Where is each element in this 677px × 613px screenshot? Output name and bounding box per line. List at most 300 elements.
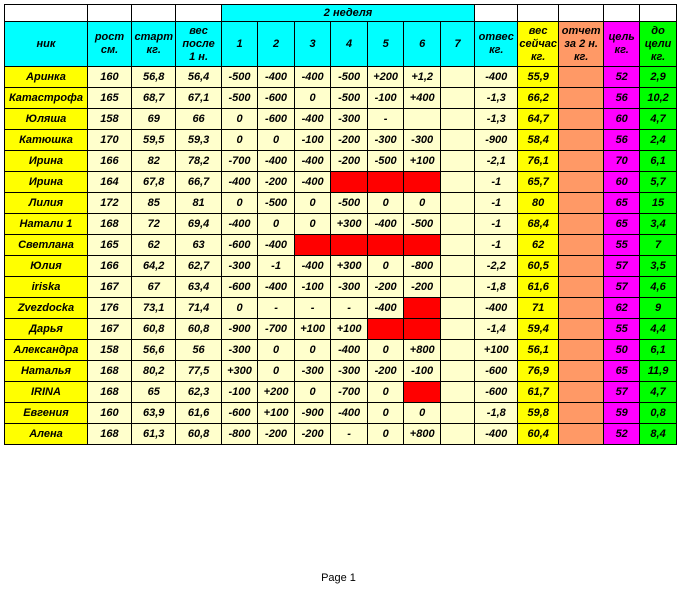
col-header-day-4 [331, 22, 368, 67]
cell-day-6: 0 [404, 193, 441, 214]
cell-day-3: -400 [294, 172, 331, 193]
cell-day-2: -400 [258, 277, 295, 298]
table-row [5, 298, 677, 319]
cell-goal: 55 [604, 235, 640, 256]
cell-weight-now: 59,4 [518, 319, 559, 340]
cell-day-3: -100 [294, 130, 331, 151]
cell-height: 165 [87, 235, 131, 256]
cell-otves: -1,3 [475, 109, 518, 130]
cell-weight-now: 56,1 [518, 340, 559, 361]
col-header-day-5-line: 5 [382, 37, 389, 50]
table-row [5, 172, 677, 193]
cell-report [559, 235, 604, 256]
col-header-weight-now-line: сейчас [519, 37, 557, 50]
cell-day-7 [440, 172, 474, 193]
cell-weight-now: 64,7 [518, 109, 559, 130]
cell-day-3: -400 [294, 109, 331, 130]
cell-day-2: +200 [258, 382, 295, 403]
cell-day-7 [440, 319, 474, 340]
cell-day-7 [440, 424, 474, 445]
weight-tracking-table [4, 4, 677, 445]
cell-weight-now: 60,5 [518, 256, 559, 277]
cell-nick: Аринка [5, 67, 88, 88]
cell-day-6: -300 [404, 130, 441, 151]
cell-start-weight: 63,9 [132, 403, 176, 424]
col-header-height-line: рост [94, 31, 125, 43]
cell-to-goal: 5,7 [640, 172, 677, 193]
cell-day-4: -300 [331, 361, 368, 382]
cell-day-6: 0 [404, 403, 441, 424]
cell-report [559, 424, 604, 445]
cell-day-3: -400 [294, 67, 331, 88]
table-row [5, 214, 677, 235]
cell-start-weight: 80,2 [132, 361, 176, 382]
cell-day-6 [404, 235, 441, 256]
cell-day-4: -300 [331, 109, 368, 130]
cell-height: 160 [87, 403, 131, 424]
cell-day-5: - [367, 109, 404, 130]
cell-day-3: -400 [294, 151, 331, 172]
cell-day-2: -400 [258, 151, 295, 172]
cell-day-6 [404, 298, 441, 319]
cell-day-6: +800 [404, 424, 441, 445]
col-header-day-3 [294, 22, 331, 67]
cell-height: 168 [87, 424, 131, 445]
cell-start-weight: 56,8 [132, 67, 176, 88]
cell-day-2: -200 [258, 424, 295, 445]
table-row [5, 382, 677, 403]
col-header-to-goal-line: цели [644, 37, 672, 50]
cell-day-5: -500 [367, 151, 404, 172]
cell-day-1: -300 [221, 340, 258, 361]
cell-day-5: -300 [367, 130, 404, 151]
cell-goal: 50 [604, 340, 640, 361]
cell-otves: -1 [475, 172, 518, 193]
cell-otves: -600 [475, 361, 518, 382]
cell-report [559, 340, 604, 361]
cell-day-1: 0 [221, 193, 258, 214]
cell-height: 166 [87, 151, 131, 172]
cell-start-weight: 82 [132, 151, 176, 172]
cell-weight-now: 55,9 [518, 67, 559, 88]
col-header-goal-line: цель [608, 31, 635, 43]
table-row [5, 319, 677, 340]
col-header-nick [5, 22, 88, 67]
cell-goal: 65 [604, 193, 640, 214]
cell-nick: Юляша [5, 109, 88, 130]
week-title-cell: 2 неделя [221, 5, 475, 22]
cell-goal: 52 [604, 424, 640, 445]
cell-goal: 62 [604, 298, 640, 319]
table-header-row [5, 22, 677, 67]
cell-report [559, 298, 604, 319]
cell-day-5: 0 [367, 340, 404, 361]
cell-day-6: -800 [404, 256, 441, 277]
cell-day-7 [440, 340, 474, 361]
cell-nick: Евгения [5, 403, 88, 424]
cell-day-3: 0 [294, 340, 331, 361]
cell-start-weight: 65 [132, 382, 176, 403]
cell-weight-now: 76,1 [518, 151, 559, 172]
cell-otves: -1,8 [475, 277, 518, 298]
cell-to-goal: 15 [640, 193, 677, 214]
col-header-to-goal [640, 22, 677, 67]
cell-start-weight: 59,5 [132, 130, 176, 151]
col-header-day-3-line: 3 [309, 37, 316, 50]
table-row [5, 403, 677, 424]
cell-report [559, 256, 604, 277]
cell-day-1: 0 [221, 109, 258, 130]
col-header-weight-now [518, 22, 559, 67]
cell-nick: Светлана [5, 235, 88, 256]
cell-to-goal: 0,8 [640, 403, 677, 424]
cell-report [559, 109, 604, 130]
cell-day-2: 0 [258, 340, 295, 361]
cell-day-7 [440, 67, 474, 88]
cell-nick: Наталья [5, 361, 88, 382]
cell-day-7 [440, 109, 474, 130]
cell-height: 168 [87, 382, 131, 403]
cell-start-weight: 64,2 [132, 256, 176, 277]
cell-day-4 [331, 172, 368, 193]
cell-weight-now: 76,9 [518, 361, 559, 382]
col-header-day-1 [221, 22, 258, 67]
cell-day-3: -300 [294, 361, 331, 382]
cell-weight-after-week1: 62,7 [176, 256, 221, 277]
col-header-start-line: старт [134, 31, 173, 43]
cell-nick: Дарья [5, 319, 88, 340]
cell-height: 170 [87, 130, 131, 151]
cell-weight-after-week1: 71,4 [176, 298, 221, 319]
col-header-day-7-line: 7 [454, 37, 461, 50]
cell-report [559, 382, 604, 403]
col-header-day-2 [258, 22, 295, 67]
cell-day-1: -800 [221, 424, 258, 445]
cell-day-3: 0 [294, 382, 331, 403]
col-header-report-line: за 2 н. [564, 37, 598, 50]
cell-height: 164 [87, 172, 131, 193]
cell-height: 168 [87, 361, 131, 382]
cell-nick: Катастрофа [5, 88, 88, 109]
page-footer: Page 1 [321, 572, 356, 584]
cell-day-7 [440, 88, 474, 109]
cell-goal: 70 [604, 151, 640, 172]
cell-weight-now: 60,4 [518, 424, 559, 445]
cell-goal: 57 [604, 256, 640, 277]
header-spacer-cell [176, 5, 221, 22]
cell-day-4: +300 [331, 214, 368, 235]
cell-otves: -1,4 [475, 319, 518, 340]
cell-day-4: -200 [331, 130, 368, 151]
cell-day-2: -400 [258, 67, 295, 88]
cell-weight-now: 66,2 [518, 88, 559, 109]
header-spacer-cell [640, 5, 677, 22]
col-header-height-line: см. [100, 44, 119, 56]
cell-start-weight: 67,8 [132, 172, 176, 193]
cell-weight-now: 58,4 [518, 130, 559, 151]
cell-goal: 65 [604, 214, 640, 235]
cell-day-1: 0 [221, 130, 258, 151]
cell-nick: Александра [5, 340, 88, 361]
cell-weight-after-week1: 56 [176, 340, 221, 361]
cell-start-weight: 56,6 [132, 340, 176, 361]
table-row [5, 277, 677, 298]
cell-height: 165 [87, 88, 131, 109]
cell-otves: -1 [475, 235, 518, 256]
col-header-day-2-line: 2 [272, 37, 280, 50]
table-row [5, 88, 677, 109]
cell-day-4: -300 [331, 277, 368, 298]
cell-report [559, 403, 604, 424]
cell-nick: iriska [5, 277, 88, 298]
cell-day-6 [404, 382, 441, 403]
table-header-top-row [5, 5, 677, 22]
cell-otves: -1,3 [475, 88, 518, 109]
col-header-day-5 [367, 22, 404, 67]
header-spacer-cell [132, 5, 176, 22]
cell-otves: -1,8 [475, 403, 518, 424]
cell-weight-now: 61,7 [518, 382, 559, 403]
cell-day-7 [440, 277, 474, 298]
spreadsheet-area [4, 4, 677, 445]
cell-day-2: -600 [258, 109, 295, 130]
cell-day-1: 0 [221, 298, 258, 319]
cell-day-5: -400 [367, 214, 404, 235]
cell-day-5 [367, 319, 404, 340]
header-spacer-cell [604, 5, 640, 22]
col-header-after-week1-line: вес [189, 24, 208, 37]
cell-to-goal: 10,2 [640, 88, 677, 109]
cell-day-3 [294, 235, 331, 256]
cell-day-1: -900 [221, 319, 258, 340]
cell-day-7 [440, 403, 474, 424]
cell-weight-after-week1: 81 [176, 193, 221, 214]
cell-day-6: -200 [404, 277, 441, 298]
cell-day-2: - [258, 298, 295, 319]
cell-weight-after-week1: 63,4 [176, 277, 221, 298]
cell-weight-now: 62 [518, 235, 559, 256]
cell-day-7 [440, 361, 474, 382]
cell-day-1: -400 [221, 172, 258, 193]
col-header-day-4-line: 4 [346, 37, 353, 50]
cell-goal: 57 [604, 382, 640, 403]
cell-day-5: -400 [367, 298, 404, 319]
cell-to-goal: 6,1 [640, 151, 677, 172]
cell-weight-after-week1: 56,4 [176, 67, 221, 88]
col-header-start [132, 22, 176, 67]
col-header-height [87, 22, 131, 67]
cell-goal: 65 [604, 361, 640, 382]
cell-day-7 [440, 214, 474, 235]
cell-goal: 57 [604, 277, 640, 298]
header-spacer-cell [518, 5, 559, 22]
col-header-report-line: кг. [573, 50, 589, 63]
table-row [5, 151, 677, 172]
cell-goal: 56 [604, 88, 640, 109]
cell-day-2: 0 [258, 214, 295, 235]
cell-day-6: -100 [404, 361, 441, 382]
cell-day-3: -200 [294, 424, 331, 445]
cell-day-2: -700 [258, 319, 295, 340]
cell-day-7 [440, 193, 474, 214]
cell-report [559, 319, 604, 340]
cell-to-goal: 4,6 [640, 277, 677, 298]
cell-height: 167 [87, 319, 131, 340]
cell-otves: -1 [475, 214, 518, 235]
header-spacer-cell [475, 5, 518, 22]
cell-start-weight: 85 [132, 193, 176, 214]
cell-day-2: -1 [258, 256, 295, 277]
cell-report [559, 361, 604, 382]
col-header-goal [604, 22, 640, 67]
cell-day-4: - [331, 298, 368, 319]
cell-height: 168 [87, 214, 131, 235]
cell-goal: 55 [604, 319, 640, 340]
cell-day-2: -500 [258, 193, 295, 214]
cell-start-weight: 62 [132, 235, 176, 256]
cell-day-6: +1,2 [404, 67, 441, 88]
cell-otves: -1 [475, 193, 518, 214]
cell-day-5 [367, 235, 404, 256]
cell-day-7 [440, 298, 474, 319]
cell-nick: Катюшка [5, 130, 88, 151]
cell-weight-after-week1: 59,3 [176, 130, 221, 151]
cell-day-2: +100 [258, 403, 295, 424]
cell-height: 172 [87, 193, 131, 214]
cell-day-1: -700 [221, 151, 258, 172]
cell-day-5: 0 [367, 424, 404, 445]
cell-weight-now: 80 [518, 193, 559, 214]
cell-report [559, 193, 604, 214]
cell-otves: -2,1 [475, 151, 518, 172]
cell-to-goal: 8,4 [640, 424, 677, 445]
col-header-otves-line: кг. [489, 44, 504, 56]
cell-day-7 [440, 151, 474, 172]
col-header-goal-line: кг. [614, 44, 629, 56]
cell-day-4: -200 [331, 151, 368, 172]
col-header-to-goal-line: кг. [650, 50, 666, 63]
cell-day-3: -100 [294, 277, 331, 298]
cell-day-4: +300 [331, 256, 368, 277]
cell-day-1: -500 [221, 88, 258, 109]
cell-nick: Юлия [5, 256, 88, 277]
cell-day-4: -700 [331, 382, 368, 403]
cell-goal: 60 [604, 172, 640, 193]
cell-day-5: -100 [367, 88, 404, 109]
cell-report [559, 130, 604, 151]
col-header-day-1-line: 1 [236, 37, 243, 50]
col-header-report-line: отчет [561, 24, 601, 37]
cell-day-6 [404, 109, 441, 130]
cell-weight-after-week1: 67,1 [176, 88, 221, 109]
col-header-otves-line: отвес [478, 31, 514, 43]
cell-day-7 [440, 130, 474, 151]
cell-day-5: 0 [367, 382, 404, 403]
cell-day-3: 0 [294, 88, 331, 109]
cell-day-5: 0 [367, 256, 404, 277]
cell-day-4: -400 [331, 340, 368, 361]
cell-goal: 56 [604, 130, 640, 151]
cell-nick: Ирина [5, 172, 88, 193]
col-header-weight-now-line: кг. [530, 50, 546, 63]
header-spacer-cell [87, 5, 131, 22]
cell-height: 167 [87, 277, 131, 298]
cell-day-1: -300 [221, 256, 258, 277]
cell-day-1: +300 [221, 361, 258, 382]
cell-weight-now: 61,6 [518, 277, 559, 298]
cell-nick: Ирина [5, 151, 88, 172]
col-header-after-week1-line: 1 н. [189, 50, 208, 63]
cell-weight-after-week1: 62,3 [176, 382, 221, 403]
cell-day-4: +100 [331, 319, 368, 340]
table-row [5, 67, 677, 88]
cell-day-1: -600 [221, 277, 258, 298]
cell-height: 158 [87, 109, 131, 130]
col-header-day-6 [404, 22, 441, 67]
cell-day-4: - [331, 424, 368, 445]
cell-weight-now: 59,8 [518, 403, 559, 424]
cell-otves: -400 [475, 67, 518, 88]
cell-day-7 [440, 235, 474, 256]
cell-day-6 [404, 172, 441, 193]
cell-nick: Натали 1 [5, 214, 88, 235]
cell-day-6: +800 [404, 340, 441, 361]
table-row [5, 256, 677, 277]
cell-day-1: -400 [221, 214, 258, 235]
cell-day-4: -500 [331, 193, 368, 214]
cell-weight-after-week1: 63 [176, 235, 221, 256]
cell-day-2: 0 [258, 361, 295, 382]
cell-report [559, 151, 604, 172]
col-header-nick-line: ник [36, 37, 56, 50]
cell-start-weight: 67 [132, 277, 176, 298]
cell-to-goal: 9 [640, 298, 677, 319]
cell-day-3: 0 [294, 214, 331, 235]
cell-height: 160 [87, 67, 131, 88]
col-header-after-week1-line: после [182, 37, 215, 50]
table-row [5, 340, 677, 361]
table-row [5, 361, 677, 382]
cell-goal: 60 [604, 109, 640, 130]
cell-to-goal: 3,5 [640, 256, 677, 277]
cell-to-goal: 11,9 [640, 361, 677, 382]
cell-day-5: -200 [367, 277, 404, 298]
col-header-report [559, 22, 604, 67]
cell-day-3: -400 [294, 256, 331, 277]
cell-to-goal: 4,7 [640, 109, 677, 130]
table-row [5, 235, 677, 256]
cell-otves: -400 [475, 298, 518, 319]
header-spacer-cell [559, 5, 604, 22]
cell-day-1: -600 [221, 403, 258, 424]
cell-start-weight: 68,7 [132, 88, 176, 109]
cell-day-2: -600 [258, 88, 295, 109]
cell-weight-after-week1: 69,4 [176, 214, 221, 235]
cell-to-goal: 2,4 [640, 130, 677, 151]
cell-weight-now: 71 [518, 298, 559, 319]
cell-day-2: -400 [258, 235, 295, 256]
cell-start-weight: 69 [132, 109, 176, 130]
cell-day-1: -600 [221, 235, 258, 256]
cell-day-3: +100 [294, 319, 331, 340]
cell-day-4: -500 [331, 67, 368, 88]
cell-goal: 59 [604, 403, 640, 424]
cell-to-goal: 4,7 [640, 382, 677, 403]
col-header-otves [475, 22, 518, 67]
cell-weight-after-week1: 60,8 [176, 424, 221, 445]
col-header-to-goal-line: до [651, 24, 665, 37]
cell-report [559, 277, 604, 298]
